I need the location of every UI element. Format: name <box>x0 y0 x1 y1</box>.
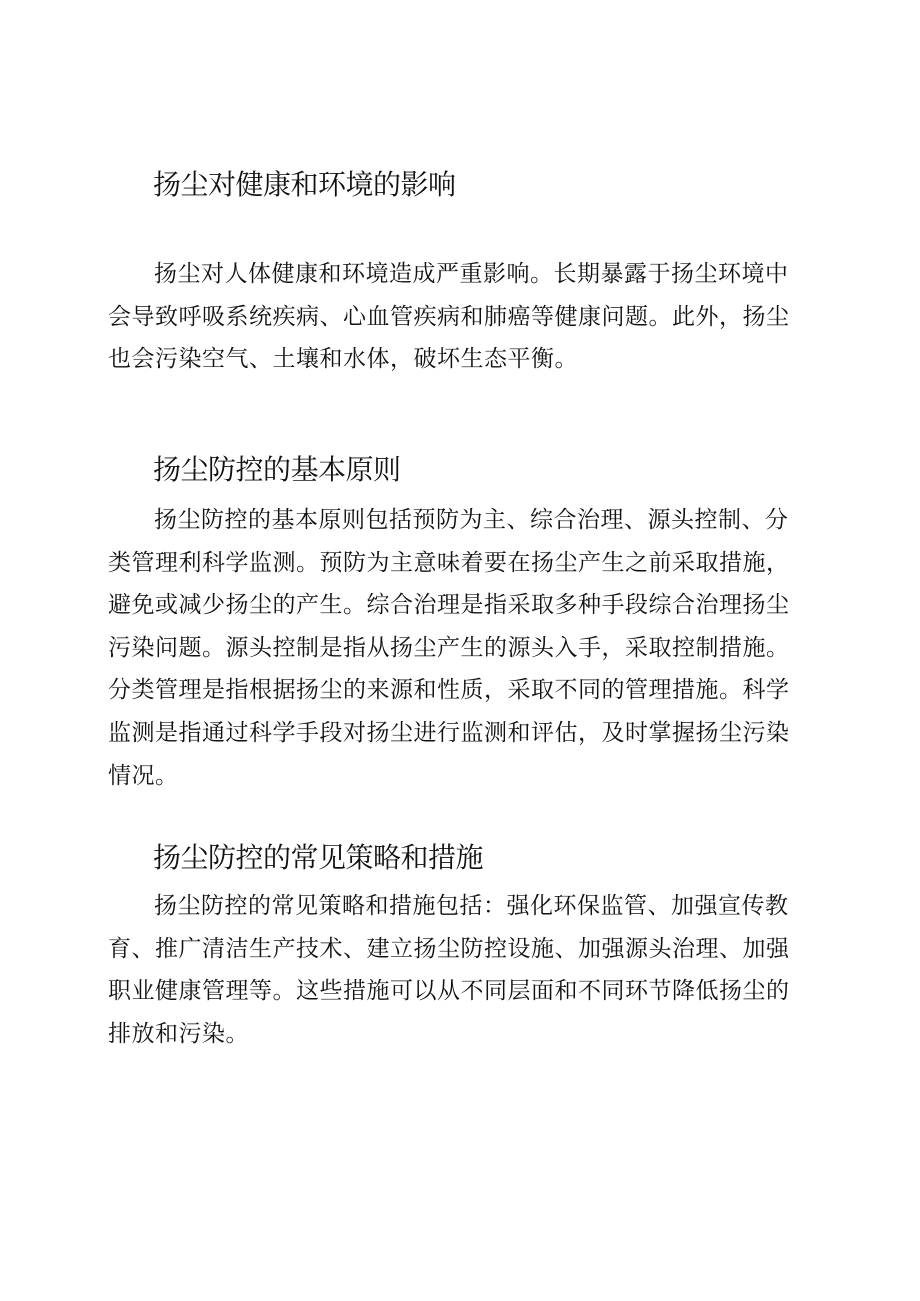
section-heading-common-strategies: 扬尘防控的常见策略和措施 <box>153 841 484 874</box>
section-paragraph-health-environment-impact: 扬尘对人体健康和环境造成严重影响。长期暴露于扬尘环境中会导致呼吸系统疾病、心血管疾病和肺癌等健康问题。此外，扬尘也会污染空气、土壤和水体，破坏生态平衡。 <box>108 261 790 373</box>
section-heading-health-environment-impact: 扬尘对健康和环境的影响 <box>153 168 456 201</box>
section-heading-basic-principles: 扬尘防控的基本原则 <box>153 453 401 486</box>
section-paragraph-common-strategies: 扬尘防控的常见策略和措施包括：强化环保监管、加强宣传教育、推广清洁生产技术、建立扬尘防控设施、加强源头治理、加强职业健康管理等。这些措施可以从不同层面和不同环节降低扬尘的排放和污染。 <box>108 893 790 1047</box>
section-paragraph-basic-principles: 扬尘防控的基本原则包括预防为主、综合治理、源头控制、分类管理利科学监测。预防为主意味着要在扬尘产生之前采取措施，避免或减少扬尘的产生。综合治理是指采取多种手段综合治理扬尘污染问题。源头控制是指从扬尘产生的源头入手，采取控制措施。分类管理是指根据扬尘的来源和性质，采取不同的管理措施。科学监测是指通过科学手段对扬尘进行监测和评估，及时掌握扬尘污染情况。 <box>108 507 790 789</box>
